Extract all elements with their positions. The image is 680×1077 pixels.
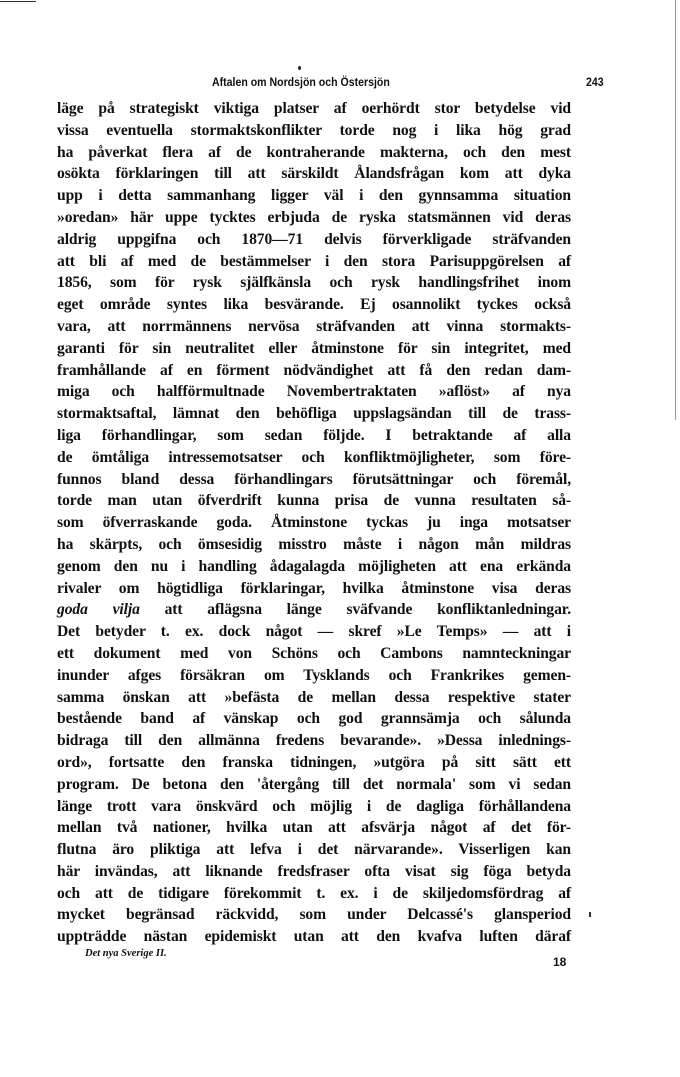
sheet-signature: Det nya Sverige II. [85,948,167,959]
text-line: flutna äro pliktiga att lefva i det närvarande». Visserligen kan [57,841,571,859]
text-line: mycket begränsad räckvidd, som under Delcassé's glansperiod [57,906,571,924]
text-line: bidraga till den allmänna fredens bevarande». »Dessa inlednings- [57,732,571,750]
text-line: aldrig uppgifna och 1870—71 delvis förverkligade sträfvanden [57,230,571,248]
text-line: »oredan» här uppe tycktes erbjuda de ryska statsmännen vid deras [57,208,571,226]
text-line: och att de tidigare förekommit t. ex. i de skiljedomsfördrag af [57,884,571,902]
text-line: Det betyder t. ex. dock något — skref »Le Temps» — att i [57,623,571,641]
text-line: eget område syntes lika besvärande. Ej osannolikt tyckes också [57,296,571,314]
text-line: ord», fortsatte den franska tidningen, »utgöra på sitt sätt ett [57,753,571,771]
text-line: 1856, som för rysk själfkänsla och rysk handlingsfrihet inom [57,274,571,292]
body-text [57,98,571,948]
text-line: länge trott vara önskvärd och möjlig i de dagliga förhållandena [57,797,571,815]
text-line: framhållande af en förment nödvändighet att få den redan dam- [57,361,571,379]
text-line: ha skärpts, och ömsesidig misstro måste i någon mån mildras [57,535,571,553]
text-line: vara, att norrmännens nervösa sträfvanden att vinna stormakts- [57,317,571,335]
text-line: stormaktsaftal, lämnat den behöfliga uppslagsändan till de trass- [57,405,571,423]
text-line: torde man utan öfverdrift kunna prisa de vunna resultaten så- [57,492,571,510]
ink-dot [298,66,301,70]
text-line: uppträdde nästan epidemiskt utan att den kvafva luften däraf [57,928,571,946]
text-line: liga förhandlingar, som sedan följde. I betraktande af alla [57,426,571,444]
text-line: program. De betona den 'återgång till det normala' som vi sedan [57,775,571,793]
text-line: rivaler om högtidliga förklaringar, hvilka åtminstone visa deras [57,579,571,597]
text-line: genom den nu i handling ådagalagda möjligheten att ena erkända [57,557,571,575]
text-line: osökta förklaringen till att särskildt Ålandsfrågan kom att dyka [57,165,571,183]
text-line: som öfverraskande goda. Åtminstone tyckas ju inga motsatser [57,514,571,532]
text-line: miga och halfförmultnade Novembertraktaten »aflöst» af nya [57,383,571,401]
text-line: bestående band af vänskap och god grannsämja och sålunda [57,710,571,728]
text-line: upp i detta sammanhang ligger väl i den gynnsamma situation [57,187,571,205]
text-line: läge på strategiskt viktiga platser af oerhördt stor betydelse vid [57,100,571,117]
running-title: Aftalen om Nordsjön och Östersjön [212,75,390,89]
text-line: ett dokument med von Schöns och Cambons namnteckningar [57,644,571,662]
text-line: garanti för sin neutralitet eller åtminstone för sin integritet, med [57,339,571,357]
sheet-number: 18 [553,955,567,969]
text-line: att bli af med de bestämmelser i den stora Parisuppgörelsen af [57,252,571,270]
scan-edge-line [0,1,36,2]
page-number: 243 [586,75,604,89]
ink-mark [589,912,591,917]
text-line: de ömtåliga intressemotsatser och konfliktmöjligheter, som före- [57,448,571,466]
text-line: ha påverkat flera af de kontraherande makterna, och den mest [57,143,571,161]
text-line: mellan två nationer, hvilka utan att afsvärja något af det för- [57,819,571,837]
italic-emphasis: goda vilja [57,601,140,619]
text-line: inunder afges försäkran om Tysklands och Frankrikes gemen- [57,666,571,684]
text-run: att aflägsna länge sväfvande konfliktanledningar. [139,601,571,619]
text-line: här invändas, att liknande fredsfraser ofta visat sig föga betyda [57,862,571,880]
scan-edge-right [675,0,676,420]
text-line [57,599,571,621]
text-line: vissa eventuella stormaktskonflikter torde nog i lika hög grad [57,121,571,139]
text-line: samma önskan att »befästa de mellan dessa respektive stater [57,688,571,706]
text-line: funnos bland dessa förhandlingars förutsättningar och föremål, [57,470,571,488]
